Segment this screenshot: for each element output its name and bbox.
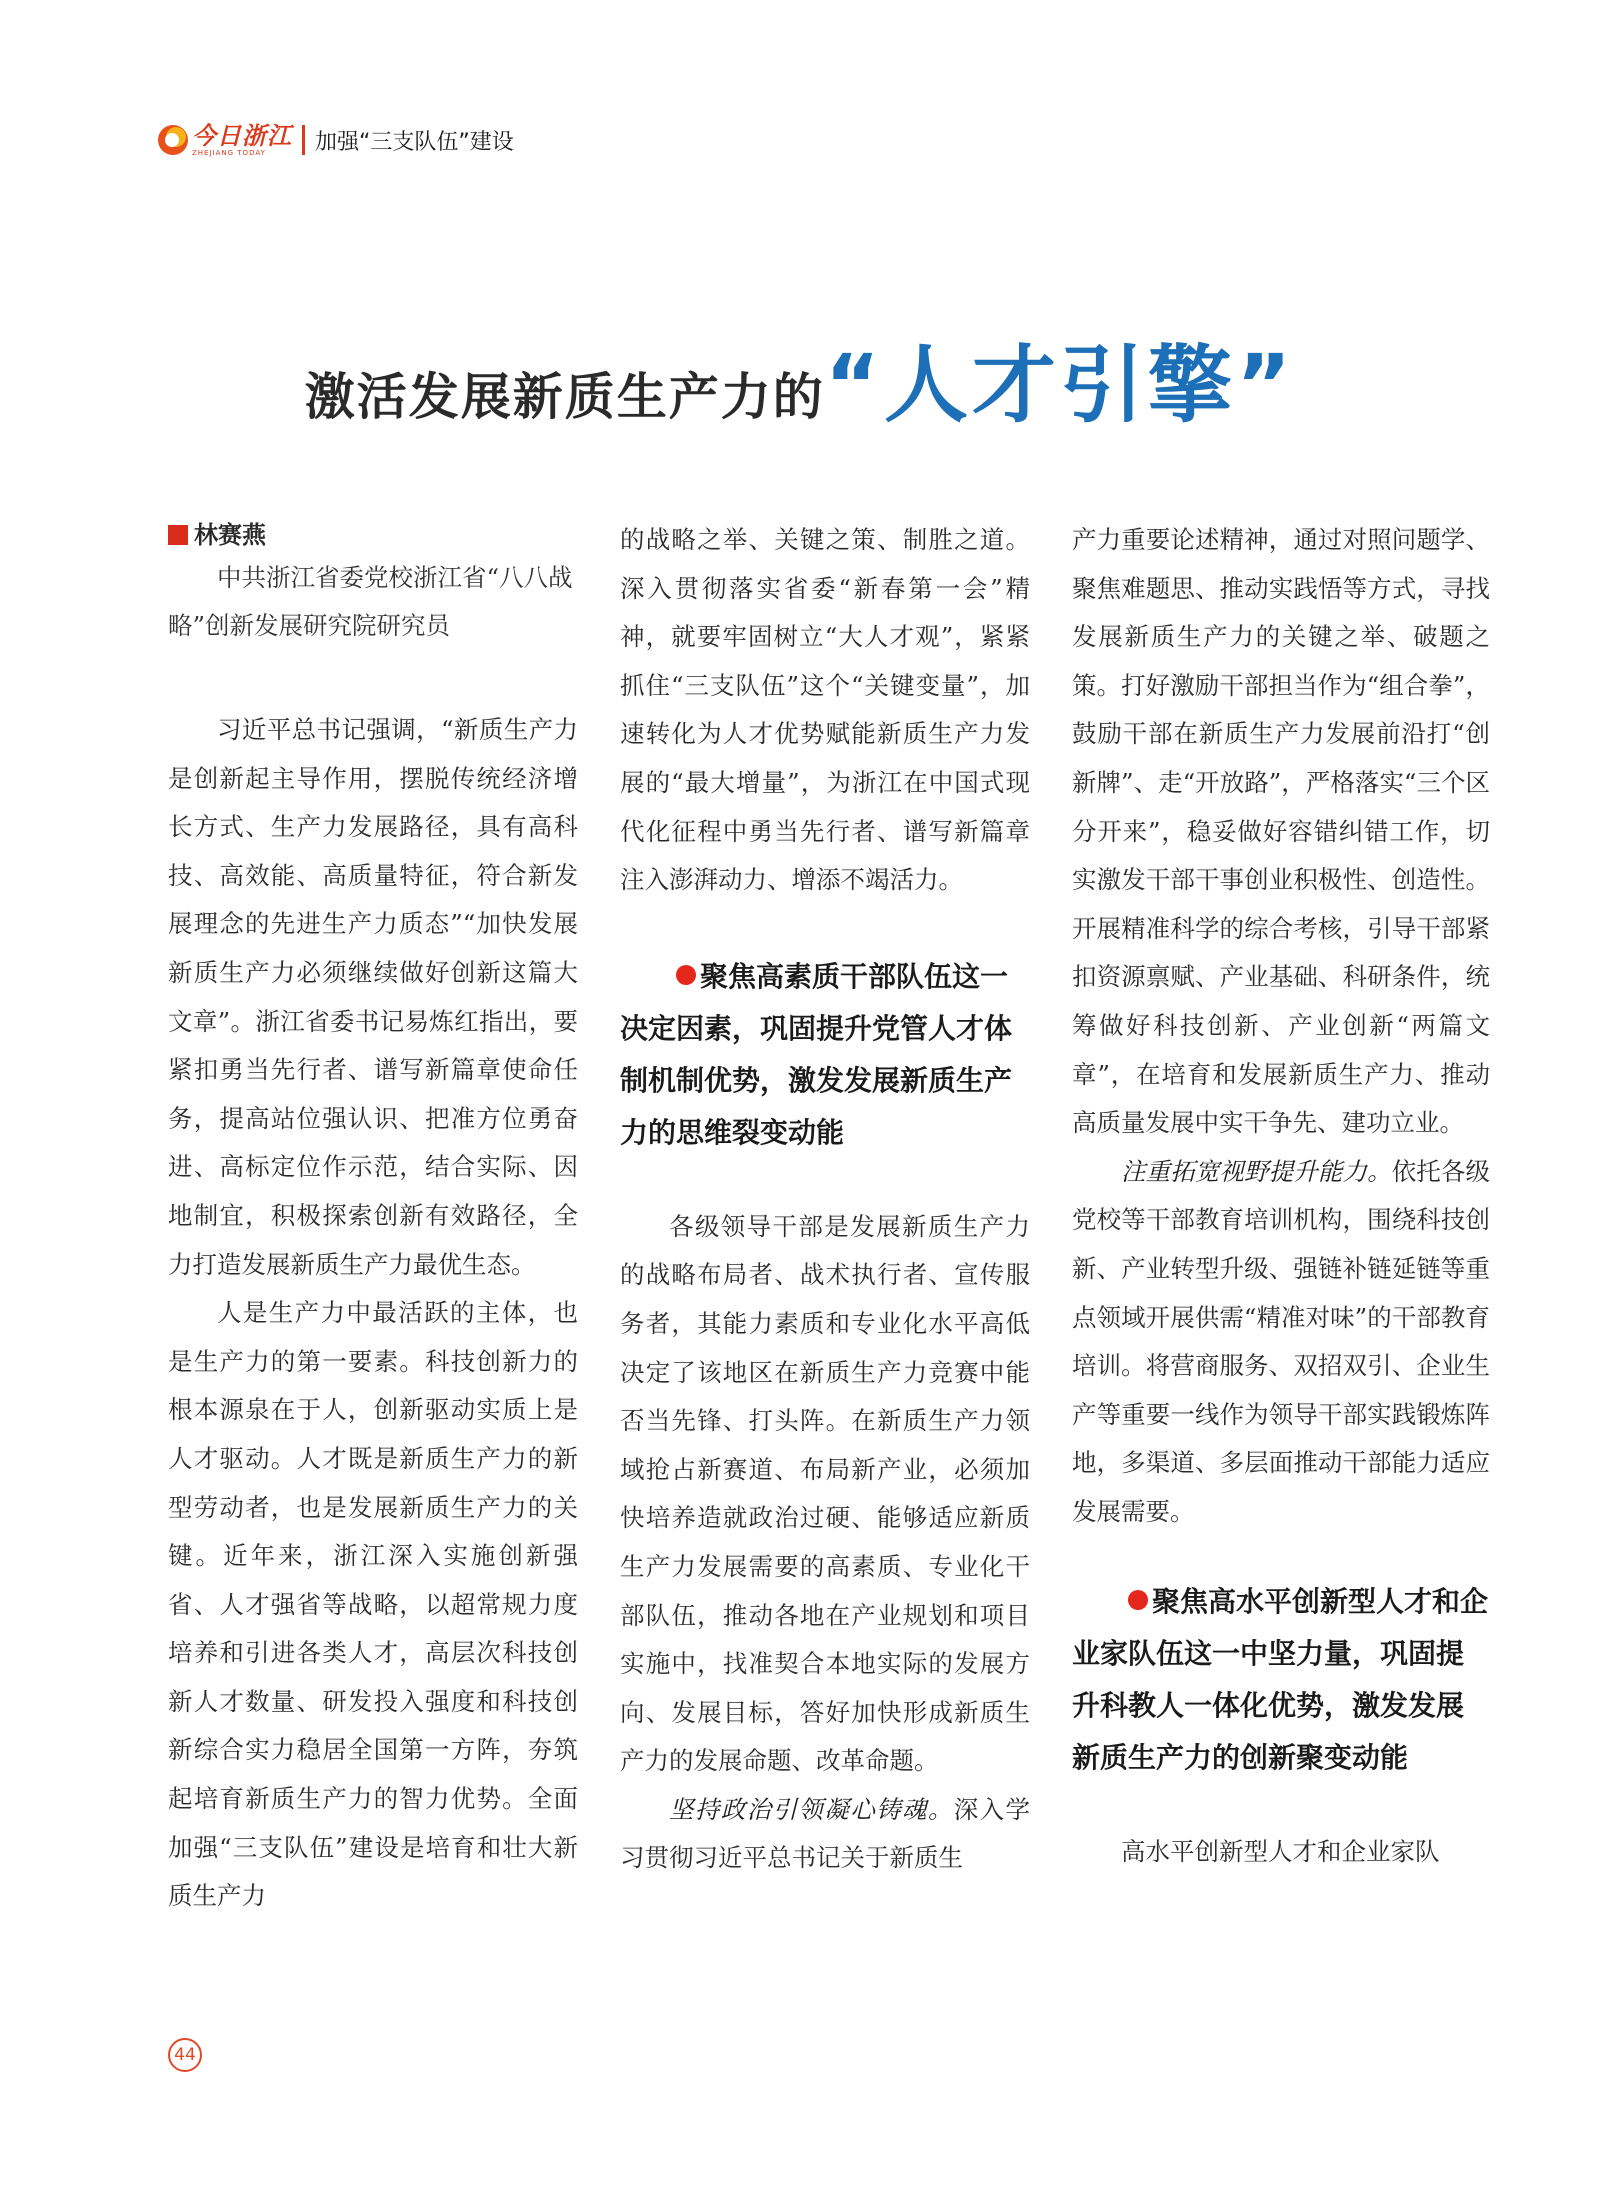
header-divider	[302, 125, 305, 155]
body-paragraph-continued: 的战略之举、关键之策、制胜之道。深入贯彻落实省委“新春第一会”精神，就要牢固树立“大人才观”，紧紧抓住“三支队伍”这个“关键变量”，加速转化为人才优势赋能新质生产力发展的“最大增量”，为浙江在中国式现代化征程中勇当先行者、谱写新篇章注入澎湃动力、增添不竭活力。	[620, 525, 1030, 895]
section-heading-text: 聚焦高素质干部队伍这一决定因素，巩固提升党管人才体制机制优势，激发发展新质生产力的思维裂变动能	[620, 959, 1013, 1149]
section-heading	[620, 951, 1030, 1159]
page-header	[158, 118, 514, 162]
paragraph-text: 深入学习贯彻习近平总书记关于新质生	[620, 1794, 1031, 1873]
paragraph-text: 依托各级党校等干部教育培训机构，围绕科技创新、产业转型升级、强链补链延链等重点领域开展供需“精准对味”的干部教育培训。将营商服务、双招双引、企业生产等重要一线作为领导干部实践锻炼阵地，多渠道、多层面推动干部能力适应发展需要。	[1072, 1156, 1491, 1526]
section-heading	[1072, 1576, 1490, 1784]
body-paragraph: 人是生产力中最活跃的主体，也是生产力的第一要素。科技创新力的根本源泉在于人，创新驱动实质上是人才驱动。人才既是新质生产力的新型劳动者，也是发展新质生产力的关键。近年来，浙江深入实施创新强省、人才强省等战略，以超常规力度培养和引进各类人才，高层次科技创新人才数量、研发投入强度和科技创新综合实力稳居全国第一方阵，夯筑起培育新质生产力的智力优势。全面加强“三支队伍”建设是培育和壮大新质生产力	[168, 1298, 578, 1911]
logo-chinese-text: 今日浙江	[192, 120, 292, 150]
author-line	[168, 520, 578, 550]
logo-english-text: ZHEJIANG TODAY	[192, 148, 266, 157]
sun-logo-icon	[158, 125, 188, 155]
body-paragraph: 习近平总书记强调，“新质生产力是创新起主导作用，摆脱传统经济增长方式、生产力发展路径，具有高科技、高效能、高质量特征，符合新发展理念的先进生产力质态”“加快发展新质生产力必须继续做好创新这篇大文章”。浙江省委书记易炼红指出，要紧扣勇当先行者、谱写新篇章使命任务，提高站位强认识、把准方位勇奋进、高标定位作示范，结合实际、因地制宜，积极探索创新有效路径，全力打造发展新质生产力最优生态。	[168, 715, 578, 1279]
page-number: 44	[168, 2038, 202, 2072]
red-bullet-icon	[1128, 1590, 1148, 1610]
body-paragraph: 高水平创新型人才和企业家队	[1121, 1837, 1440, 1867]
body-paragraph-continued: 产力重要论述精神，通过对照问题学、聚焦难题思、推动实践悟等方式，寻找发展新质生产力的关键之举、破题之策。打好激励干部担当作为“组合拳”，鼓励干部在新质生产力发展前沿打“创新牌”、走“开放路”，严格落实“三个区分开来”，稳妥做好容错纠错工作，切实激发干部干事创业积极性、创造性。开展精准科学的综合考核，引导干部紧扣资源禀赋、产业基础、科研条件，统筹做好科技创新、产业创新“两篇文章”，在培育和发展新质生产力、推动高质量发展中实干争先、建功立业。	[1072, 525, 1490, 1138]
title-main: 激活发展新质生产力的	[304, 367, 825, 426]
body-paragraph	[620, 1786, 1030, 1883]
author-marker-icon	[168, 525, 188, 545]
column-3	[1072, 516, 1490, 1877]
paragraph-lead: 注重拓宽视野提升能力。	[1121, 1156, 1392, 1186]
section-heading-text: 聚焦高水平创新型人才和企业家队伍这一中坚力量，巩固提升科教人一体化优势，激发发展新质生产力的创新聚变动能	[1072, 1585, 1489, 1775]
paragraph-lead: 坚持政治引领凝心铸魂。	[669, 1794, 954, 1824]
title-accent: “人才引擎”	[824, 336, 1296, 434]
author-affiliation: 中共浙江省委党校浙江省“八八战略”创新发展研究院研究员	[168, 563, 573, 640]
article-title	[0, 318, 1600, 439]
author-name: 林赛燕	[194, 521, 266, 549]
body-paragraph	[1072, 1148, 1490, 1537]
column-2	[620, 516, 1030, 1883]
red-bullet-icon	[676, 965, 696, 985]
column-label: 加强“三支队伍”建设	[315, 129, 514, 155]
column-1	[168, 516, 578, 1921]
body-paragraph: 各级领导干部是发展新质生产力的战略布局者、战术执行者、宣传服务者，其能力素质和专业化水平高低决定了该地区在新质生产力竞赛中能否当先锋、打头阵。在新质生产力领域抢占新赛道、布局新产业，必须加快培养造就政治过硬、能够适应新质生产力发展需要的高素质、专业化干部队伍，推动各地在产业规划和项目实施中，找准契合本地实际的发展方向、发展目标，答好加快形成新质生产力的发展命题、改革命题。	[620, 1211, 1030, 1776]
zhejiang-today-logo	[158, 120, 292, 157]
